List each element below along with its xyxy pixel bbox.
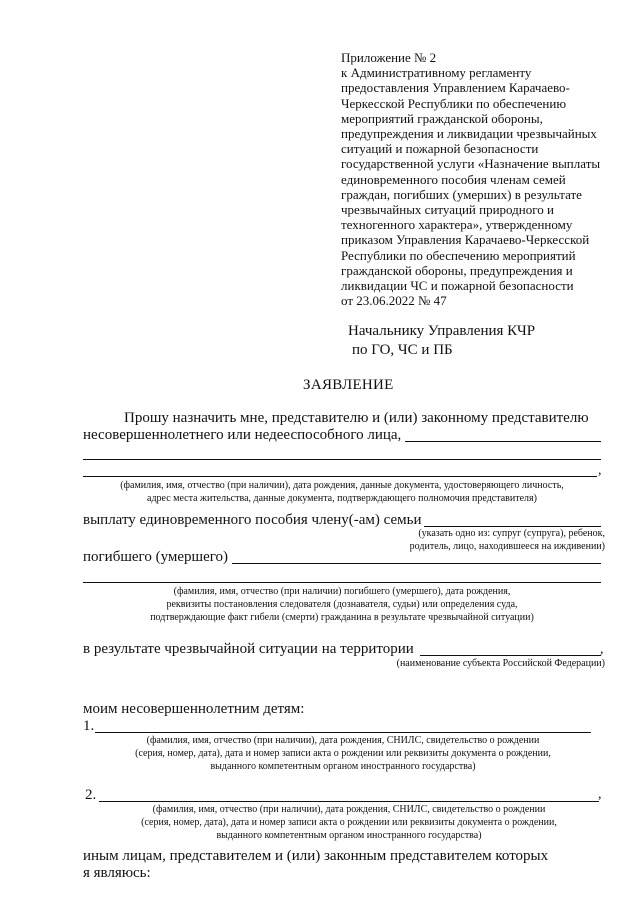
addressee-line-2: по ГО, ЧС и ПБ — [352, 342, 453, 358]
appendix-line: чрезвычайных ситуаций природного и — [341, 202, 554, 218]
territory-text: в результате чрезвычайной ситуации на территории — [83, 641, 414, 657]
appendix-line: граждан, погибших (умерших) в результате — [341, 186, 582, 202]
addressee-line-1: Начальнику Управления КЧР — [348, 323, 536, 339]
appendix-line: ситуаций и пожарной безопасности — [341, 141, 539, 157]
deceased-name-field[interactable] — [232, 563, 601, 564]
deceased-caption: (фамилия, имя, отчество (при наличии) погибшего (умершего), дата рождения, реквизиты постановления следователя (дознавателя, судьи) или определения суда, подтверждающие факт гибели (смерти) гражданина в результате чрезвычайной ситуации) — [150, 586, 534, 623]
appendix-line: предупреждения и ликвидации чрезвычайных — [341, 126, 597, 142]
appendix-line: предоставления Управлением Карачаево- — [341, 80, 570, 96]
representative-caption: (фамилия, имя, отчество (при наличии), дата рождения, данные документа, удостоверяющего личность, адрес места жительства, данные документа, подтверждающего полномочия представителя) — [120, 480, 564, 504]
territory-field[interactable] — [420, 655, 601, 656]
child-1-caption: (фамилия, имя, отчество (при наличии), дата рождения, СНИЛС, свидетельство о рождении (серия, номер, дата), дата и номер записи акта о рождении или реквизиты документа о рождении, выданного компетентным органом иностранного государства) — [135, 735, 551, 772]
appendix-line: приказом Управления Карачаево-Черкесской — [341, 232, 590, 248]
representative-details-field-1[interactable] — [83, 459, 601, 460]
appendix-line: Черкесской Республики по обеспечению — [341, 95, 567, 111]
appendix-line: государственной услуги «Назначение выплаты — [341, 156, 601, 172]
appendix-line: гражданской обороны, предупреждения и — [341, 262, 573, 278]
payment-text: выплату единовременного пособия члену(-ам) семьи — [83, 512, 422, 528]
appendix-line: Приложение № 2 — [341, 50, 437, 65]
document-title: ЗАЯВЛЕНИЕ — [303, 377, 394, 393]
deceased-text: погибшего (умершего) — [83, 549, 229, 565]
comma: , — [600, 642, 604, 657]
deceased-details-field[interactable] — [83, 582, 601, 583]
representative-name-field[interactable] — [405, 441, 601, 442]
appendix-line: техногенного характера», утвержденному — [341, 217, 573, 233]
appendix-line: Республики по обеспечению мероприятий — [341, 247, 576, 263]
children-heading: моим несовершеннолетним детям: — [83, 701, 305, 717]
addressee-block — [348, 322, 535, 360]
child-1-number: 1. — [83, 718, 95, 734]
family-member-hint: (указать одно из: супруг (супруга), ребенок, родитель, лицо, находившееся на иждивении) — [409, 528, 605, 552]
appendix-line: единовременного пособия членам семей — [341, 171, 566, 187]
request-line-2: несовершеннолетнего или недееспособного лица, — [83, 427, 402, 443]
others-line-2: я являюсь: — [83, 865, 151, 881]
appendix-line: к Административному регламенту — [341, 65, 532, 81]
child-2-number: 2. — [85, 787, 97, 803]
appendix-line: от 23.06.2022 № 47 — [341, 293, 447, 309]
others-line-1: иным лицам, представителем и (или) законным представителем которых — [83, 848, 549, 864]
territory-caption: (наименование субъекта Российской Федерации) — [396, 658, 605, 669]
comma: , — [598, 463, 602, 478]
comma: , — [598, 787, 602, 802]
child-2-caption: (фамилия, имя, отчество (при наличии), дата рождения, СНИЛС, свидетельство о рождении (серия, номер, дата), дата и номер записи акта о рождении или реквизиты документа о рождении, выданного компетентным органом иностранного государства) — [141, 804, 557, 841]
request-line-1: Прошу назначить мне, представителю и (или) законному представителю — [124, 410, 589, 426]
child-1-field[interactable] — [95, 732, 591, 733]
child-2-field[interactable] — [99, 801, 599, 802]
appendix-block — [341, 50, 611, 308]
appendix-line: ликвидации ЧС и пожарной безопасности — [341, 278, 574, 294]
representative-details-field-2[interactable] — [83, 476, 597, 477]
appendix-line: мероприятий гражданской обороны, — [341, 110, 543, 126]
